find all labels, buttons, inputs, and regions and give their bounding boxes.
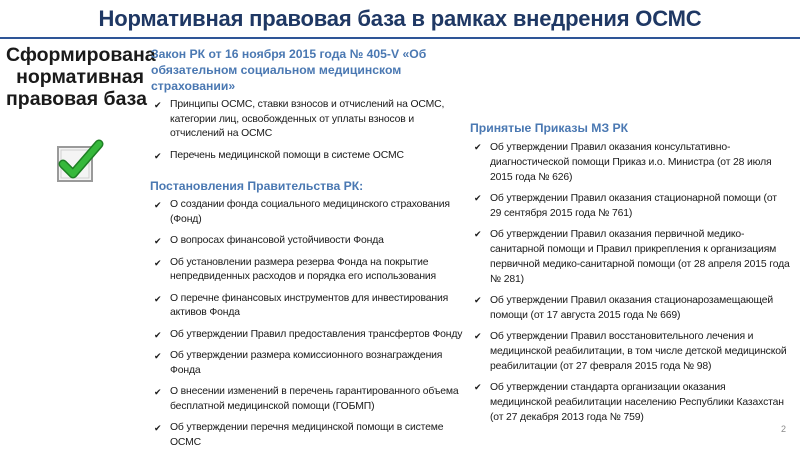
law-section-title: Закон РК от 16 ноября 2015 года № 405-V «Об обязательном социальном медицинском страховании» xyxy=(151,47,427,93)
left-column xyxy=(150,46,465,457)
list-item xyxy=(470,227,790,287)
slide-title: Нормативная правовая база в рамках внедрения ОСМС xyxy=(98,6,702,31)
list-item xyxy=(470,329,790,374)
title-divider xyxy=(0,37,800,39)
list-item-text: Перечень медицинской помощи в системе ОСМС xyxy=(170,149,404,161)
right-column xyxy=(470,120,790,431)
list-item xyxy=(470,293,790,323)
list-item-text: Об утверждении размера комиссионного вознаграждения Фонда xyxy=(170,350,443,376)
list-item-text: О создании фонда социального медицинского страхования (Фонд) xyxy=(170,199,450,225)
list-item xyxy=(470,380,790,425)
checkmark-bullet-icon: ✔ xyxy=(474,229,482,239)
checkmark-bullet-icon: ✔ xyxy=(474,295,482,305)
list-item-text: Об установлении размера резерва Фонда на покрытие непредвиденных расходов и порядка его использования xyxy=(170,256,437,282)
checkmark-bullet-icon: ✔ xyxy=(154,293,162,304)
left-heading-line: Сформирована xyxy=(6,44,156,66)
list-item xyxy=(150,421,465,450)
list-item-text: Об утверждении Правил восстановительного лечения и медицинской реабилитации, в том числе детской медицинской реабилитации (от 27 февраля 2015 года № 98) xyxy=(490,331,787,372)
list-item xyxy=(470,191,790,221)
left-heading-line: нормативная xyxy=(16,66,144,88)
checkmark-bullet-icon: ✔ xyxy=(474,142,482,152)
list-item xyxy=(150,198,465,227)
orders-section-title: Принятые Приказы МЗ РК xyxy=(470,121,629,135)
list-item-text: О перечне финансовых инструментов для инвестирования активов Фонда xyxy=(170,292,449,318)
check-box-icon xyxy=(55,135,105,185)
orders-items-list xyxy=(470,140,790,425)
left-heading-line: правовая база xyxy=(6,88,147,110)
list-item xyxy=(150,149,465,164)
list-item xyxy=(150,385,465,414)
government-section-title: Постановления Правительства РК: xyxy=(150,179,364,193)
slide-header xyxy=(0,0,800,38)
government-items-list xyxy=(150,198,465,450)
list-item-text: Принципы ОСМС, ставки взносов и отчислений на ОСМС, категории лиц, освобожденных от уплаты взносов и отчислений на ОСМС xyxy=(170,99,445,139)
list-item-text: Об утверждении Правил оказания стационарозамещающей помощи (от 17 августа 2015 года № 669) xyxy=(490,295,774,321)
left-heading xyxy=(6,44,156,110)
checkmark-bullet-icon: ✔ xyxy=(154,150,162,161)
list-item xyxy=(150,234,465,249)
checkmark-bullet-icon: ✔ xyxy=(474,331,482,341)
list-item xyxy=(150,328,465,343)
checkmark-bullet-icon: ✔ xyxy=(154,351,162,361)
list-item-text: Об утверждении Правил оказания первичной медико-санитарной помощи и Правил прикрепления к организациям первичной медико-санитарной помощи (от 28 апреля 2015 года № 281) xyxy=(490,229,790,285)
checkmark-bullet-icon: ✔ xyxy=(154,387,162,397)
checkmark-bullet-icon: ✔ xyxy=(154,200,162,210)
checkmark-bullet-icon: ✔ xyxy=(474,193,482,203)
page-number: 2 xyxy=(780,424,786,434)
list-item xyxy=(470,140,790,185)
list-item xyxy=(150,256,465,285)
list-item-text: Об утверждении Правил оказания консультативно-диагностической помощи Приказ и.о. Министра (от 28 июля 2015 года № 626) xyxy=(490,142,772,183)
checkmark-bullet-icon: ✔ xyxy=(154,257,162,268)
list-item-text: Об утверждении перечня медицинской помощи в системе ОСМС xyxy=(170,422,444,448)
checkmark-bullet-icon: ✔ xyxy=(154,100,162,110)
list-item xyxy=(150,349,465,378)
list-item-text: Об утверждении стандарта организации оказания медицинской реабилитации населению Республики Казахстан (от 27 декабря 2013 года № 759) xyxy=(490,382,784,423)
list-item-text: Об утверждении Правил предоставления трансфертов Фонду xyxy=(170,328,463,340)
list-item-text: Об утверждении Правил оказания стационарной помощи (от 29 сентября 2015 года № 761) xyxy=(490,193,777,219)
checkmark-bullet-icon: ✔ xyxy=(154,236,162,246)
list-item-text: О внесении изменений в перечень гарантированного объема бесплатной медицинской помощи (ГОБМП) xyxy=(170,386,459,412)
list-item xyxy=(150,98,465,142)
list-item xyxy=(150,292,465,321)
list-item-text: О вопросах финансовой устойчивости Фонда xyxy=(170,235,384,246)
checkmark-bullet-icon: ✔ xyxy=(154,329,162,340)
checkmark-bullet-icon: ✔ xyxy=(474,382,482,392)
checkmark-bullet-icon: ✔ xyxy=(154,423,162,433)
law-items-list xyxy=(150,98,465,163)
